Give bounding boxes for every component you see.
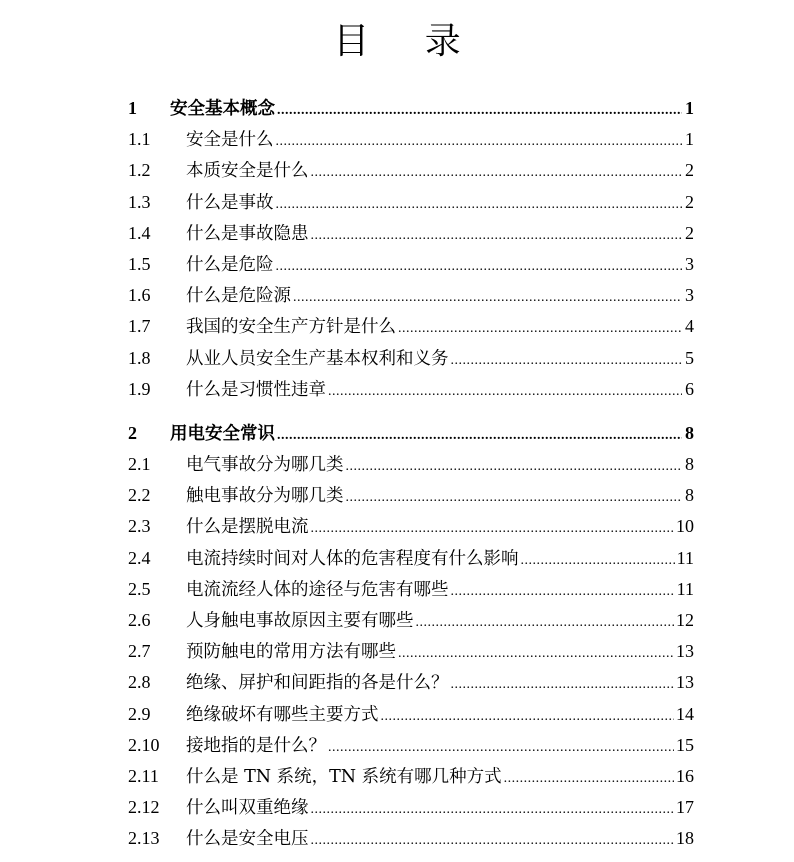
toc-section-entry[interactable]	[128, 636, 694, 667]
toc-entry-title: 什么是事故隐患	[186, 223, 309, 244]
toc-entry-number: 2.12	[128, 797, 160, 818]
toc-entry-title: 用电安全常识	[170, 423, 275, 444]
toc-entry-number: 2.6	[128, 610, 151, 630]
toc-entry-number: 2.5	[128, 578, 151, 599]
toc-entry-page-number: 4	[685, 316, 694, 337]
toc-section-entry[interactable]	[128, 249, 694, 280]
toc-section-entry[interactable]	[128, 155, 694, 186]
toc-section-entry[interactable]	[128, 311, 694, 342]
toc-entry-page-number: 15	[676, 734, 694, 755]
toc-dot-leader	[328, 732, 674, 763]
toc-entry-title: 电流持续时间对人体的危害程度有什么影响	[186, 548, 519, 569]
toc-entry-title: 绝缘、屏护和间距指的各是什么？	[186, 673, 449, 694]
toc-dot-leader	[276, 126, 683, 157]
toc-entry-title: 什么是事故	[186, 192, 274, 213]
toc-dot-leader	[276, 251, 683, 282]
toc-entry-number: 2.11	[128, 765, 159, 786]
toc-entry-page-number: 1	[685, 98, 694, 118]
toc-entry-title: 电气事故分为哪几类	[186, 455, 344, 476]
toc-entry-page-number: 18	[676, 828, 694, 849]
toc-dot-leader	[398, 313, 682, 344]
toc-entry-title: 什么是危险源	[186, 286, 291, 307]
toc-entry-page-number: 13	[676, 672, 694, 693]
toc-entry-page-number: 8	[685, 485, 694, 506]
toc-entry-page-number: 11	[676, 547, 694, 568]
toc-entry-title: 什么是摆脱电流	[186, 517, 309, 538]
toc-dot-leader	[504, 763, 674, 794]
toc-section-entry[interactable]	[128, 699, 694, 730]
toc-section-entry[interactable]	[128, 730, 694, 761]
toc-section-entry[interactable]	[128, 761, 694, 792]
toc-entry-page-number: 10	[676, 516, 694, 537]
toc-entry-number: 1.9	[128, 378, 151, 399]
toc-entry-page-number: 3	[685, 285, 694, 306]
toc-dot-leader	[311, 794, 675, 825]
toc-entry-title: 从业人员安全生产基本权利和义务	[186, 348, 449, 369]
toc-entry-page-number: 11	[676, 578, 694, 599]
toc-entry-title: 安全是什么	[186, 130, 274, 151]
toc-section-entry[interactable]	[128, 218, 694, 249]
toc-entry-title: 我国的安全生产方针是什么	[186, 317, 396, 338]
toc-entry-title: 人身触电事故原因主要有哪些	[186, 611, 414, 631]
toc-dot-leader	[381, 701, 675, 732]
toc-dot-leader	[276, 189, 683, 220]
toc-entry-title: 什么是 TN 系统，TN 系统有哪几种方式	[186, 766, 502, 787]
table-of-contents	[128, 93, 694, 855]
toc-entry-page-number: 13	[676, 641, 694, 662]
toc-entry-number: 1.3	[128, 191, 151, 212]
toc-entry-number: 2.9	[128, 703, 151, 724]
toc-dot-leader	[311, 157, 683, 188]
toc-section-entry[interactable]	[128, 605, 694, 636]
toc-entry-title: 本质安全是什么	[186, 161, 309, 182]
toc-entry-number: 1.2	[128, 160, 151, 181]
toc-dot-leader	[451, 669, 675, 700]
toc-entry-number: 2.8	[128, 672, 151, 693]
toc-dot-leader	[346, 482, 683, 513]
toc-dot-leader	[328, 376, 682, 407]
toc-entry-number: 1.8	[128, 347, 151, 368]
toc-entry-title: 安全基本概念	[170, 99, 275, 119]
toc-chapter-entry[interactable]	[128, 418, 694, 449]
page-title: 目 录	[333, 21, 483, 62]
toc-dot-leader	[277, 95, 682, 126]
toc-dot-leader	[451, 576, 675, 607]
toc-entry-page-number: 2	[685, 191, 694, 212]
toc-section-entry[interactable]	[128, 823, 694, 854]
toc-entry-number: 2.2	[128, 485, 151, 506]
toc-section-entry[interactable]	[128, 574, 694, 605]
toc-entry-number: 1.7	[128, 316, 151, 337]
toc-entry-title: 接地指的是什么？	[186, 735, 326, 756]
toc-entry-title: 什么是安全电压	[186, 829, 309, 850]
toc-entry-number: 2.1	[128, 454, 151, 475]
toc-entry-page-number: 14	[676, 703, 694, 724]
toc-entry-number: 2.10	[128, 734, 160, 755]
toc-section-entry[interactable]	[128, 343, 694, 374]
toc-entry-number: 1.5	[128, 253, 151, 274]
toc-dot-leader	[398, 638, 674, 669]
toc-section-entry[interactable]	[128, 374, 694, 405]
toc-entry-number: 1.6	[128, 285, 151, 306]
toc-entry-page-number: 8	[685, 422, 694, 443]
toc-section-entry[interactable]	[128, 449, 694, 480]
toc-section-entry[interactable]	[128, 511, 694, 542]
toc-dot-leader	[521, 545, 675, 576]
toc-entry-page-number: 6	[685, 378, 694, 399]
toc-chapter-entry[interactable]	[128, 93, 694, 124]
toc-entry-page-number: 8	[685, 454, 694, 475]
toc-entry-page-number: 5	[685, 347, 694, 368]
toc-entry-title: 电流流经人体的途径与危害有哪些	[186, 579, 449, 600]
toc-section-entry[interactable]	[128, 543, 694, 574]
toc-dot-leader	[451, 345, 683, 376]
toc-section-entry[interactable]	[128, 280, 694, 311]
toc-dot-leader	[416, 607, 675, 638]
toc-entry-title: 预防触电的常用方法有哪些	[186, 642, 396, 663]
toc-entry-number: 2.4	[128, 547, 151, 568]
toc-entry-title: 绝缘破坏有哪些主要方式	[186, 704, 379, 725]
toc-entry-title: 触电事故分为哪几类	[186, 486, 344, 507]
toc-dot-leader	[311, 513, 675, 544]
toc-entry-number: 2	[128, 422, 137, 443]
toc-entry-title: 什么是习惯性违章	[186, 379, 326, 400]
toc-dot-leader	[346, 451, 683, 482]
toc-section-entry[interactable]	[128, 792, 694, 823]
toc-entry-page-number: 17	[676, 797, 694, 818]
toc-entry-number: 2.3	[128, 516, 151, 537]
toc-entry-page-number: 2	[685, 160, 694, 181]
toc-dot-leader	[293, 282, 682, 313]
toc-entry-page-number: 3	[685, 253, 694, 274]
toc-entry-number: 1	[128, 98, 137, 118]
toc-entry-page-number: 1	[685, 129, 694, 150]
toc-entry-number: 2.13	[128, 828, 160, 849]
toc-entry-number: 2.7	[128, 641, 151, 662]
toc-entry-page-number: 16	[676, 765, 694, 786]
toc-entry-page-number: 12	[676, 610, 694, 630]
toc-section-entry[interactable]	[128, 124, 694, 155]
toc-dot-leader	[311, 220, 683, 251]
toc-entry-number: 1.4	[128, 222, 151, 243]
toc-entry-page-number: 2	[685, 222, 694, 243]
toc-section-entry[interactable]	[128, 667, 694, 698]
toc-section-entry[interactable]	[128, 480, 694, 511]
toc-entry-title: 什么是危险	[186, 254, 274, 275]
toc-entry-number: 1.1	[128, 129, 151, 150]
toc-dot-leader	[277, 420, 682, 451]
toc-dot-leader	[311, 825, 675, 856]
toc-entry-title: 什么叫双重绝缘	[186, 798, 309, 819]
toc-section-entry[interactable]	[128, 187, 694, 218]
